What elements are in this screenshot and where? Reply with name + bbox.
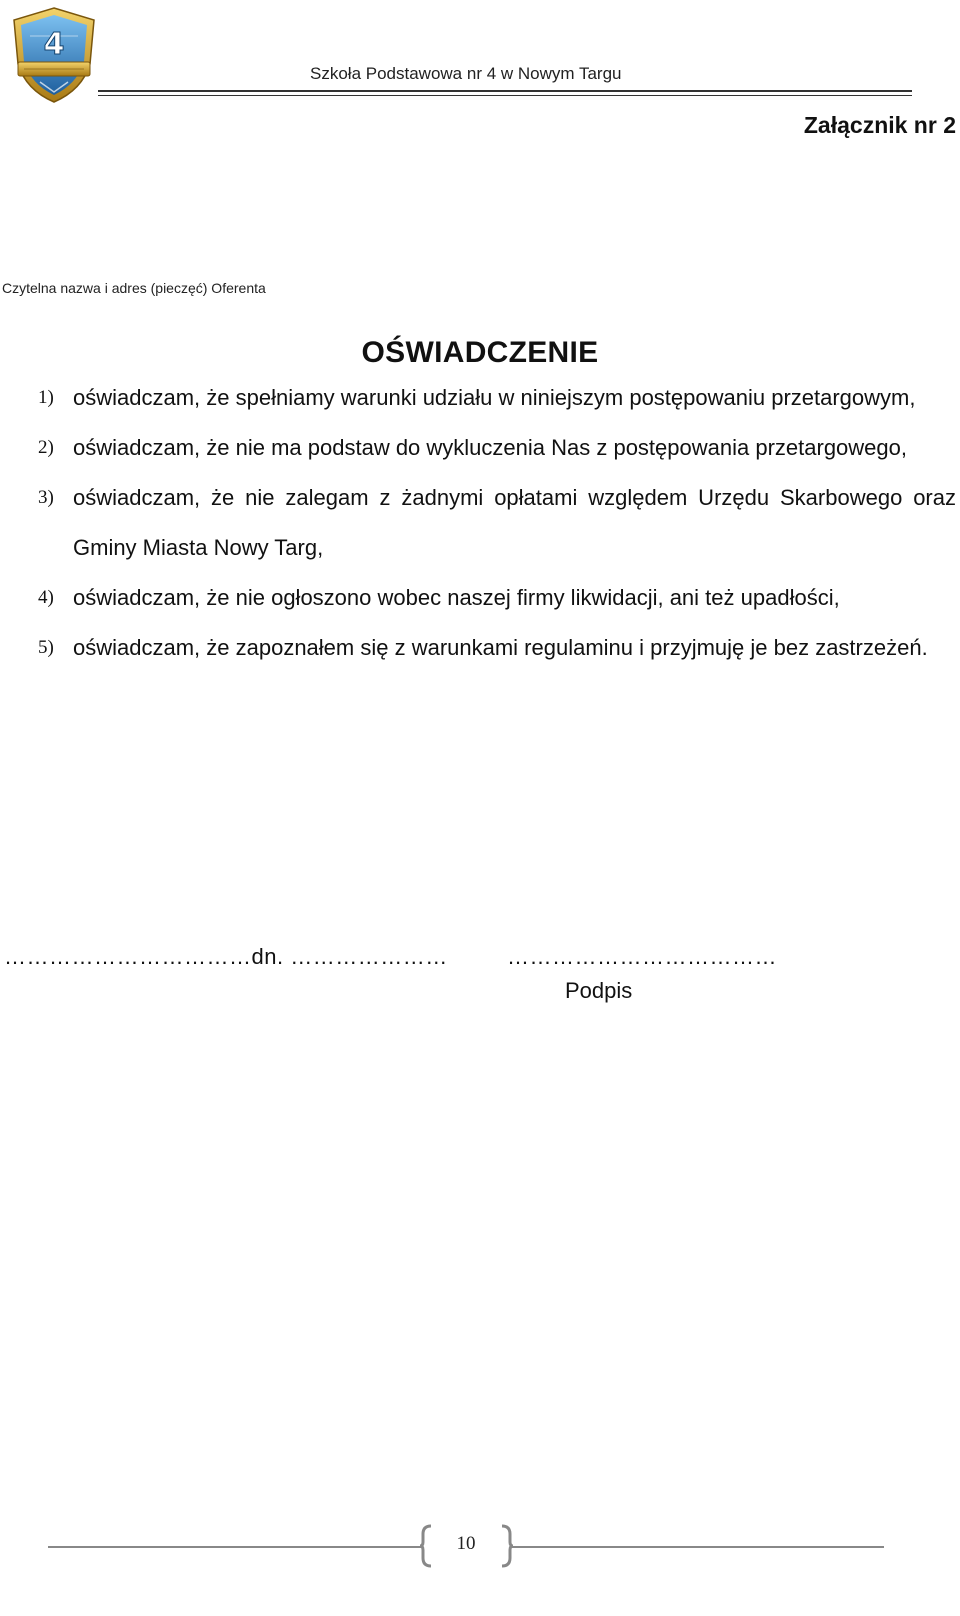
declaration-list [0, 373, 960, 673]
declaration-number: 5) [38, 637, 54, 658]
company-stamp-caption: Czytelna nazwa i adres (pieczęć) Oferenta [2, 280, 266, 296]
attachment-label: Załącznik nr 2 [803, 112, 956, 138]
signature-line: ……………………………… [507, 944, 777, 969]
declaration-text: oświadczam, że nie ma podstaw do wykluczenia Nas z postępowania przetargowego, [73, 435, 907, 460]
svg-text:4: 4 [43, 27, 65, 62]
declaration-number: 2) [38, 437, 54, 458]
signature-caption: Podpis [565, 978, 633, 1003]
right-bracket-icon [500, 1524, 514, 1568]
page-number: 10 [456, 1533, 476, 1554]
declaration-item [0, 473, 960, 573]
left-bracket-icon [419, 1524, 433, 1568]
footer-rule-right [512, 1546, 884, 1548]
declaration-item [0, 573, 960, 623]
footer-rule-left [48, 1546, 422, 1548]
declaration-number: 1) [38, 387, 54, 408]
declaration-number: 3) [38, 487, 54, 508]
declaration-text: oświadczam, że nie zalegam z żadnymi opłatami względem Urzędu Skarbowego oraz Gminy Miasta Nowy Targ, [73, 485, 956, 560]
declaration-text: oświadczam, że spełniamy warunki udziału w niniejszym postępowaniu przetargowym, [73, 385, 916, 410]
document-title: OŚWIADCZENIE [361, 336, 599, 369]
declaration-number: 4) [38, 587, 54, 608]
declaration-item [0, 623, 960, 673]
school-name: Szkoła Podstawowa nr 4 w Nowym Targu [310, 64, 622, 83]
school-crest-logo-icon [10, 6, 98, 104]
header-rule-thin [98, 95, 912, 96]
place-date-field: ……………………………dn. ………………… [4, 944, 448, 969]
declaration-item [0, 423, 960, 473]
declaration-item [0, 373, 960, 423]
declaration-text: oświadczam, że zapoznałem się z warunkami regulaminu i przyjmuję je bez zastrzeżeń. [73, 635, 928, 660]
declaration-text: oświadczam, że nie ogłoszono wobec naszej firmy likwidacji, ani też upadłości, [73, 585, 840, 610]
header-rule [98, 90, 912, 92]
